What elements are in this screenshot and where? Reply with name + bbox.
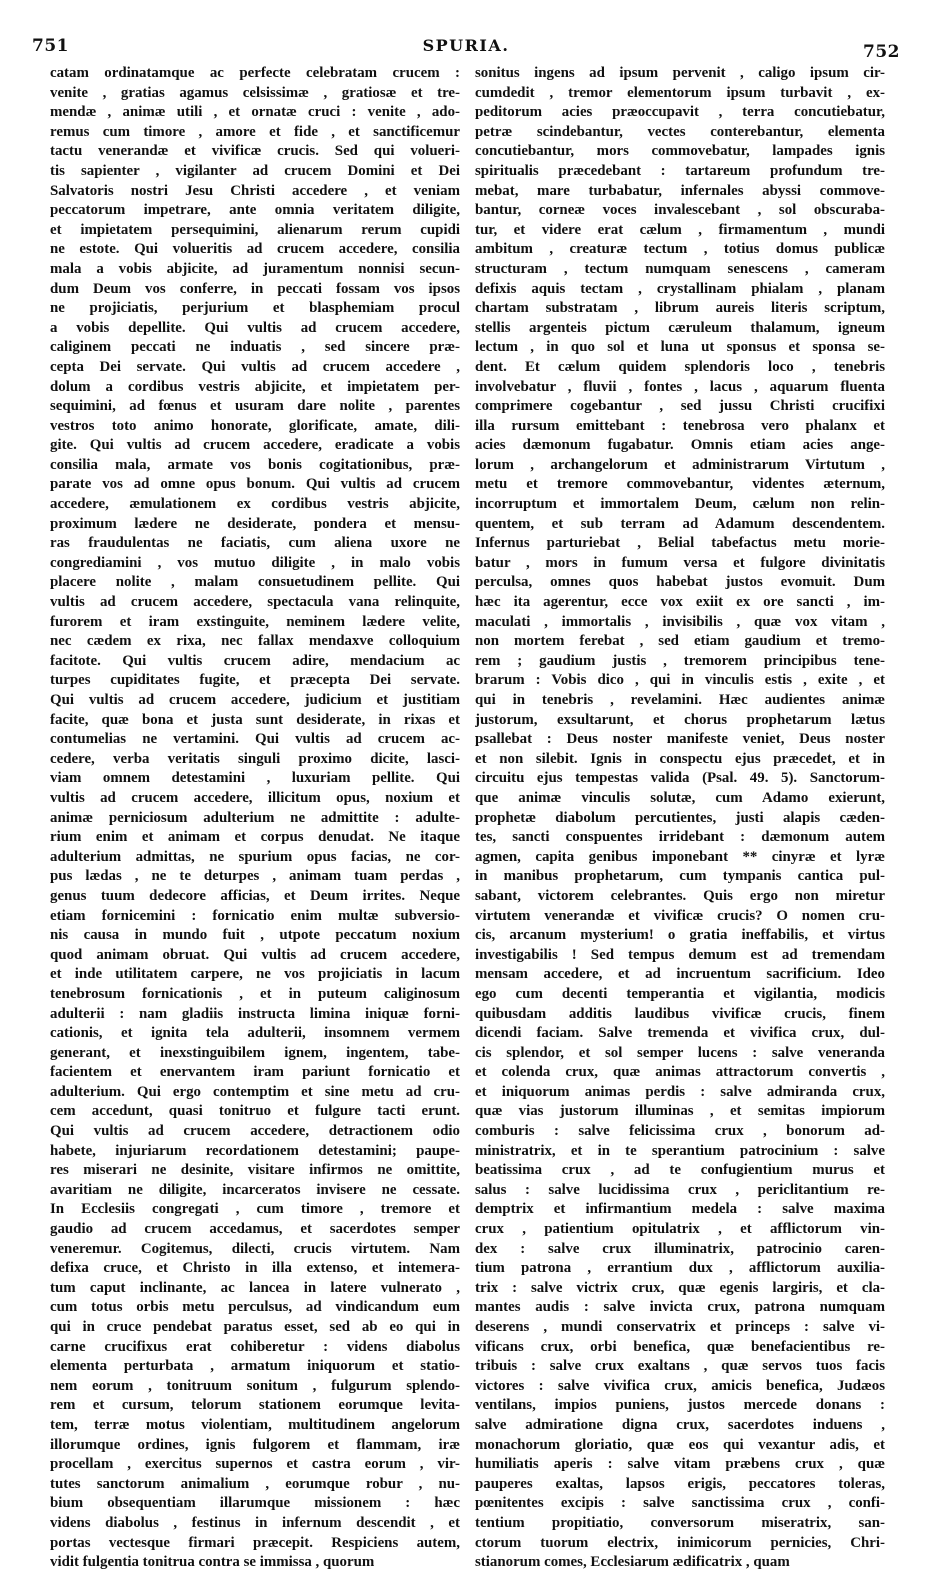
text-line: trix : salve victrix crux, quæ egenis largiris, et cla- [475,1279,885,1296]
text-line: cem accedunt, quasi tonitruo et fulgure tacti erunt. [50,1103,460,1120]
text-line: tactu venerandæ et vivificæ crucis. Sed qui volueri- [50,143,460,160]
text-line: In Ecclesiis congregati , cum timore , tremore et [50,1201,460,1218]
text-line: cepta Dei servate. Qui vultis ad crucem accedere , [50,358,460,375]
running-title: SPURIA. [422,36,510,55]
text-line: ego cum decenti temperantia et vigilantia, modicis [475,985,885,1002]
text-line: cumdedit , tremor elementorum ipsum turbavit , ex- [475,84,885,101]
text-line: batur , mors in fumum versa et fulgore divinitatis [475,554,885,571]
text-line: et inde utilitatem carpere, ne vos projiciatis in lacum [50,966,460,983]
text-line: mantes audis : salve invicta crux, patrona numquam [475,1299,885,1316]
text-line: quæ vias justorum illuminas , et semitas impiorum [475,1103,885,1120]
text-line: congrediamini , vos mutuo diligite , in malo vobis [50,554,460,571]
text-line: circuitu ejus tempestas valida (Psal. 49. 5). Sanctorum- [475,770,885,787]
text-line: a vobis depellite. Qui vultis ad crucem accedere, [50,319,460,336]
text-line: Infernus parturiebat , Belial tabefactus metu morie- [475,535,885,552]
text-line: Salvatoris nostri Jesu Christi accedere , et veniam [50,182,460,199]
text-line: proximum lædere ne desiderate, pondera et mensu- [50,515,460,532]
text-line: non mortem ferebat , sed etiam gaudium et tremo- [475,633,885,650]
text-line: genus tuum dedecore afficias, et Deum irrites. Neque [50,887,460,904]
text-line: placere nolite , malam consuetudinem pellite. Qui [50,574,460,591]
text-line: ministratrix, et in te sperantium patrocinium : salve [475,1142,885,1159]
text-line: deserens , mundi conservatrix et princeps : salve vi- [475,1319,885,1335]
text-line: demptrix et infirmantium medela : salve maxima [475,1201,885,1218]
text-line: incorruptum et immortalem Deum, cælum non relin- [475,496,885,513]
text-line: etiam fornicemini : fornicatio enim multæ subversio- [50,907,460,924]
text-line: peditorum acies præoccupavit , terra concutiebatur, [475,104,885,121]
text-line: chartam substratam , librum aureis literis scriptum, [475,300,885,317]
text-line: et colenda crux, quæ animas attractorum convertis , [475,1064,885,1081]
text-line: venite , gratias agamus celsissimæ , gratiosæ et tre- [50,84,460,101]
running-header [32,30,900,62]
text-line: dent. Et cælum quidem splendoris loco , tenebris [475,358,885,375]
text-line: maculati , immortalis , invisibilis , quæ vox vitam , [475,613,885,630]
text-line: ne projiciatis, perjurium et blasphemiam procul [50,300,460,317]
text-line: animæ perniciosum adulterium ne admittite : adulte- [50,809,460,826]
text-line: lorum , archangelorum et administrarum Virtutum , [475,456,885,473]
text-line: quentem, et sub terram ad Adamum descendentem. [475,515,885,532]
text-line: turpes cupiditates fugite, et præcepta Dei servate. [50,672,460,689]
text-line: tes, sancti conspuentes irridebant : dæmonum autem [475,829,885,846]
text-line: defixis aquis tectam , crystallinam phialam , planam [475,280,885,297]
text-line: cis splendor, et sol semper lucens : salve veneranda [475,1044,885,1061]
text-line: elementa perturbata , armatum iniquorum et statio- [50,1358,460,1375]
text-line: ras fraudulentas ne faciatis, cum aliena uxore ne [50,535,460,552]
text-line: mendæ , animæ utili , et ornatæ cruci : venite , ado- [50,104,460,121]
text-line: tem, terræ motus violentiam, multitudinem angelorum [50,1416,460,1433]
text-line: tur, et videre erat cælum , firmamentum , mundi [475,221,885,238]
left-column [50,64,460,1573]
text-line: mala a vobis abjicite, ad juramentum nonnisi secun- [50,260,460,277]
text-line: caliginem peccati ne induatis , sed sincere præ- [50,339,460,356]
text-line: cum totus orbis metu perculsus, ad vindicandum eum [50,1299,460,1316]
text-line: monachorum gloriatio, quæ eos qui vexantur adis, et [475,1436,885,1453]
text-line: cis, arcanum mysterium! o gratia ineffabilis, et virtus [475,927,885,944]
text-line: Qui vultis ad crucem accedere, judicium et justitiam [50,692,460,708]
text-line: nem eorum , tonitruum sonitum , fulgurum splendo- [50,1377,460,1394]
text-line: procellam , exercitus supernos et castra eorum , vir- [50,1456,460,1473]
text-line: veneremur. Cogitemus, dilecti, crucis virtutem. Nam [50,1240,460,1257]
text-line: brarum : Vobis dico , qui in vinculis estis , exite , et [475,672,885,689]
text-line: accedere, æmulationem ex cordibus vestris abjicite, [50,496,460,513]
text-line: ne estote. Qui volueritis ad crucem accedere, consilia [50,241,460,258]
text-line: que animæ vinculis solutæ, cum Adamo exierunt, [475,789,885,806]
text-line: tutes sanctorum animalium , eorumque robur , nu- [50,1475,460,1492]
text-line: pus lædas , ne te deturpes , animam tuam perdas , [50,868,460,885]
text-line: quibusdam additis laudibus vivificæ crucis, finem [475,1005,885,1022]
text-line: et impietatem persequimini, alienarum rerum cupidi [50,221,460,238]
text-line: involvebatur , fluvii , fontes , lacus , aquarum fluenta [475,378,885,395]
text-line: structuram , tectum numquam senescens , cameram [475,260,885,277]
text-line: in manibus prophetarum, cum tympanis cantica pul- [475,868,885,885]
text-line: illa rursum emittebant : tenebrosa vero phalanx et [475,417,885,434]
text-line: gaudio ad crucem accedamus, et sacerdotes semper [50,1221,460,1238]
text-line: stianorum comes, Ecclesiarum ædificatrix , quam [475,1554,790,1571]
text-line: ctorum tuorum electrix, inimicorum pernicies, Chri- [475,1534,885,1551]
text-line: cedere, verba veritatis singuli proximo dicite, lasci- [50,750,460,767]
text-line: facientem et enervantem iram pariunt fornicatio et [50,1064,460,1081]
text-line: lectum , in quo sol et luna ut sponsus et sponsa se- [475,339,885,356]
text-line: victores : salve vivifica crux, amicis benefica, Judæos [475,1377,885,1394]
text-line: concutiebantur, mors commovebatur, lampades ignis [475,143,885,160]
text-line: catam ordinatamque ac perfecte celebratam crucem : [50,65,460,81]
text-line: mebat, mare turbabatur, infernales abyssi commove- [475,182,885,199]
text-line: vidit fulgentia tonitrua contra se immissa , quorum [50,1554,375,1571]
text-line: rem ; gaudium justis , tremorem principibus tene- [475,652,885,669]
text-line: gite. Qui vultis ad crucem accedere, eradicate a vobis [50,437,460,454]
text-line: nis causa in mundo fuit , utpote peccatum noxium [50,927,460,944]
text-line: spiritualis præcedebant : tartareum profundum tre- [475,162,885,179]
text-line: tribuis : salve crux exaltans , quæ servos tuos facis [475,1358,885,1375]
text-line: pœnitentes excipis : salve sanctissima crux , confi- [475,1495,885,1512]
text-line: contumelias ne vertamini. Qui vultis ad crucem ac- [50,731,460,748]
text-line: illorumque ordines, ignis fulgorem et flammam, iræ [50,1436,460,1453]
text-line: salve admiratione digna crux, sacerdotes induens , [475,1416,885,1433]
text-line: remus cum timore , amore et fide , et sanctificemur [50,123,460,140]
text-line: tum caput inclinante, ac lancea in latere vulnerato , [50,1279,460,1296]
text-line: perculsa, omnes quos habebat justos evomuit. Dum [475,574,885,591]
text-line: parate vos ad omne opus bonum. Qui vultis ad crucem [50,476,460,493]
text-line: investigabilis ! Sed tempus demum est ad tremendam [475,946,885,963]
text-line: beatissima crux , ad te confugientium murus et [475,1162,885,1179]
left-page-number: 751 [32,36,69,56]
text-line: adulterium admittas, ne spurium opus facias, ne cor- [50,848,460,865]
text-line: dex : salve crux illuminatrix, patrocinio caren- [475,1240,885,1257]
text-line: comprimere cogebantur , sed jussu Christi crucifixi [475,398,885,415]
text-line: mensam accedere, et ad incruentum sacrificium. Ideo [475,966,885,983]
text-line: salus : salve lucidissima crux , periclitantium re- [475,1181,885,1198]
text-line: cationis, et ignita tela adulterii, insomnem vermem [50,1025,460,1042]
text-line: qui in tenebris , revelamini. Hæc audientes animæ [475,692,885,708]
text-line: peccatorum impetrare, ante omnia veritatem diligite, [50,202,460,219]
text-line: petræ scindebantur, vectes conterebantur, elementa [475,123,885,140]
text-line: vultis ad crucem accedere, spectacula vana relinquite, [50,594,460,611]
text-line: psallebat : Deus noster manifeste veniet, Deus noster [475,731,885,748]
text-line: dicendi faciam. Salve tremenda et vivifica crux, dul- [475,1025,885,1042]
text-line: humiliatis aperis : salve vitam præbens crux , quæ [475,1456,885,1473]
text-line: avaritiam ne diligite, incarceratos invisere ne cessate. [50,1181,460,1198]
text-line: rium enim et animam et corpus denudat. Ne itaque [50,829,460,846]
text-line: vultis ad crucem accedere, illicitum opus, noxium et [50,789,460,806]
text-line: qui in cruce pendebat paratus esset, sed ab eo qui in [50,1319,460,1335]
text-line: justorum, exsultarunt, et chorus prophetarum lætus [475,711,885,728]
text-line: hæc ita agerentur, ecce vox exiit ex ore sancti , im- [475,594,885,611]
text-line: agmen, capita genibus imponebant ** cinyræ et lyræ [475,848,885,865]
text-line: sonitus ingens ad ipsum pervenit , caligo ipsum cir- [475,65,885,81]
text-line: quod animam obruat. Qui vultis ad crucem accedere, [50,946,460,963]
text-line: adulterii : nam gladiis instructa limina iniquæ forni- [50,1005,460,1022]
text-line: videns diabolus , festinus in infernum descendit , et [50,1514,460,1531]
text-line: consilia mala, armate vos bonis cogitationibus, præ- [50,456,460,473]
text-line: tenebrosum fornicationis , et in puteum caliginosum [50,985,460,1002]
text-line: carne crucifixus erat cohiberetur : videns diabolus [50,1338,460,1355]
text-line: sequimini, ad fœnus et usuram dare nolite , parentes [50,398,460,415]
text-line: prophetæ diabolum percutientes, justi alapis cæden- [475,809,885,826]
text-line: Qui vultis ad crucem accedere, detractionem odio [50,1123,460,1140]
text-line: stellis argenteis pictum cæruleum thalamum, igneum [475,319,885,336]
text-line: acies dæmonum fugabatur. Omnis etiam acies ange- [475,437,885,454]
text-line: comburis : salve felicissima crux , bonorum ad- [475,1123,885,1140]
text-line: furorem et iram exstinguite, neminem lædere velite, [50,613,460,630]
text-line: bantur, corneæ voces invalescebant , sol obscuraba- [475,202,885,219]
right-column [475,64,885,1573]
text-line: sabant, victorem celebrantes. Quis ergo non miretur [475,887,885,904]
text-line: defixa cruce, et Christo in illa extenso, et intemera- [50,1260,460,1277]
text-line: pauperes exaltas, lapsos erigis, peccatores toleras, [475,1475,885,1492]
text-line: tium patrona , errantium dux , afflictorum auxilia- [475,1260,885,1277]
text-line: dum Deum vos conferre, in peccati fossam vos ipsos [50,280,460,297]
text-line: habete, injuriarum recordationem detestamini; paupe- [50,1142,460,1159]
text-line: ambitum , creaturæ tectum , totius domus publicæ [475,241,885,258]
text-line: dolum a cordibus vestris abjicite, et impietatem per- [50,378,460,395]
text-line: virtutem venerandæ et vivificæ crucis? O nomen cru- [475,907,885,924]
text-line: ventilans, impios puniens, justos mercede donans : [475,1397,885,1414]
text-line: et iniquorum animas perdis : salve admiranda crux, [475,1083,885,1100]
right-page-number: 752 [863,42,900,62]
text-line: portas vectesque firmari præcepit. Respiciens autem, [50,1534,460,1551]
text-line: facitote. Qui vultis crucem adire, mendacium ac [50,652,460,669]
text-line: viam omnem detestamini , luxuriam pellite. Qui [50,770,460,787]
text-line: nec cædem ex rixa, nec fallax mendaxve colloquium [50,633,460,650]
text-line: rem et cursum, telorum stationem eorumque levita- [50,1397,460,1414]
text-line: generant, et inexstinguibilem ignem, ingentem, tabe- [50,1044,460,1061]
text-line: vificans crux, orbi benefica, quæ benefacientibus re- [475,1338,885,1355]
text-line: vestros toto animo honorate, glorificate, amate, dili- [50,417,460,434]
text-line: adulterium. Qui ergo contemptim et sine metu ad cru- [50,1083,460,1100]
text-line: res miserari ne desinite, visitare infirmos ne omittite, [50,1162,460,1179]
text-line: metu et tremore commovebantur, videntes æternum, [475,476,885,493]
text-line: bium obsequentiam illarumque missionem : hæc [50,1495,460,1512]
text-line: crux , patientium opitulatrix , et afflictorum vin- [475,1221,885,1238]
text-line: facite, quæ bona et justa sunt desiderate, in rixas et [50,711,460,728]
text-line: tis sapienter , vigilanter ad crucem Domini et Dei [50,162,460,179]
text-line: et non silebit. Ignis in conspectu ejus præcedet, et in [475,750,885,767]
text-line: tentium propitiatio, conversorum miseratrix, san- [475,1514,885,1531]
